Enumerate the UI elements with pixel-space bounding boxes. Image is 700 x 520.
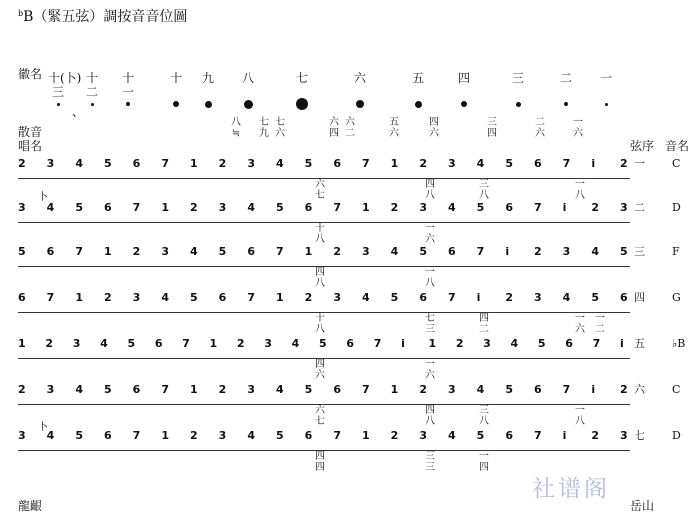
note: 2: [620, 383, 628, 396]
hui-dot: [57, 103, 60, 106]
position-annotation: 一 二: [595, 313, 605, 335]
hui-name: 八: [241, 71, 254, 85]
position-annotation: 四 八: [315, 267, 325, 289]
note: 1: [161, 429, 169, 442]
note: 3: [218, 429, 227, 442]
note: 2: [190, 201, 198, 214]
hui-sub: 一: [121, 85, 134, 99]
note: 3: [362, 245, 370, 258]
position-annotation: 一 八: [575, 179, 585, 201]
string-number: 四: [634, 291, 645, 304]
note: 6: [304, 429, 313, 442]
note: 3: [620, 201, 628, 214]
note: 5: [276, 429, 284, 442]
note: 4: [100, 337, 108, 350]
note: 6: [247, 245, 255, 258]
note: i: [505, 245, 510, 258]
note: 2: [218, 157, 227, 170]
note: i: [591, 383, 596, 396]
position-annotation: 十 八: [315, 313, 325, 335]
position-annotation: 六 七: [315, 179, 325, 201]
position-annotation: 四 二: [479, 313, 489, 335]
note: 7: [247, 291, 255, 304]
note: 7: [333, 429, 341, 442]
position-annotation: 一 六: [425, 359, 435, 381]
note: 2: [104, 291, 112, 304]
note: 3: [448, 383, 456, 396]
note: 6: [333, 383, 341, 396]
note: 6: [218, 291, 227, 304]
note: 2: [132, 245, 141, 258]
hui-sub: 二: [85, 85, 98, 99]
note: 7: [132, 429, 141, 442]
changming-label: 唱名: [18, 139, 43, 153]
note: 4: [46, 201, 55, 214]
note: 4: [190, 245, 198, 258]
note: 7: [75, 245, 83, 258]
note: 2: [419, 157, 427, 170]
hui-annotation: 三 四: [487, 117, 497, 139]
xianxu-label: 弦序: [630, 139, 655, 153]
note: 1: [18, 337, 26, 350]
note: 4: [448, 201, 456, 214]
bu-marker: 卜: [38, 192, 48, 203]
note: 6: [104, 201, 112, 214]
position-annotation: 十 八: [315, 223, 325, 245]
note: 1: [161, 201, 169, 214]
note: 5: [127, 337, 136, 350]
note: 6: [46, 245, 55, 258]
note: 1: [304, 245, 313, 258]
note: 2: [390, 201, 399, 214]
note: 7: [46, 291, 55, 304]
hui-dot: [126, 102, 130, 106]
hui-annotation: 八 ≒: [231, 117, 241, 139]
hui-dot: [461, 101, 467, 107]
note: 6: [505, 429, 513, 442]
note: 6: [346, 337, 355, 350]
note: 7: [362, 157, 370, 170]
note: 5: [104, 383, 112, 396]
string-note-name: C: [672, 157, 681, 170]
position-annotation: 三 八: [479, 179, 489, 201]
note: 2: [236, 337, 245, 350]
note: 2: [190, 429, 198, 442]
note: 3: [534, 291, 542, 304]
note: 5: [304, 383, 313, 396]
note: 4: [476, 383, 485, 396]
note: 7: [333, 201, 341, 214]
note: 4: [362, 291, 370, 304]
note: 6: [304, 201, 313, 214]
hui-dot: [356, 100, 364, 108]
note: 6: [333, 157, 341, 170]
note: 3: [333, 291, 341, 304]
hui-name: 十(卜): [48, 71, 82, 85]
position-annotation: 四 八: [425, 405, 435, 427]
hui-dot: [205, 101, 212, 108]
note: 4: [591, 245, 599, 258]
note: 6: [448, 245, 456, 258]
note: 4: [75, 383, 83, 396]
note: 3: [46, 383, 55, 396]
hui-dot: [605, 103, 608, 106]
position-annotation: 六 七: [315, 405, 325, 427]
hui-name: 四: [457, 71, 470, 85]
note: 7: [182, 337, 190, 350]
note: i: [562, 429, 567, 442]
bu-marker: 卜: [38, 422, 48, 433]
note: 3: [448, 157, 456, 170]
note: 5: [104, 157, 112, 170]
note: 3: [419, 429, 427, 442]
note: 5: [591, 291, 599, 304]
note: 6: [534, 383, 542, 396]
note: 3: [247, 383, 255, 396]
footer-right: 岳山: [630, 499, 655, 513]
note: 3: [620, 429, 628, 442]
note: 4: [46, 429, 55, 442]
note: 1: [390, 157, 399, 170]
note: 5: [190, 291, 198, 304]
note: 4: [562, 291, 571, 304]
note: 2: [218, 383, 227, 396]
note: 2: [18, 157, 26, 170]
note: i: [591, 157, 596, 170]
note: 4: [161, 291, 169, 304]
note: i: [476, 291, 481, 304]
hui-name: 六: [353, 71, 366, 85]
note: 7: [132, 201, 141, 214]
note: 2: [591, 201, 599, 214]
string-note-name: G: [672, 291, 681, 304]
note: 4: [390, 245, 399, 258]
note: 2: [304, 291, 313, 304]
note: 1: [362, 429, 370, 442]
note: i: [562, 201, 567, 214]
note: 5: [304, 157, 313, 170]
hui-annotation: 七 六: [275, 117, 285, 139]
note: 5: [505, 383, 513, 396]
note: 4: [247, 429, 255, 442]
note: 6: [620, 291, 628, 304]
position-annotation: 一 八: [425, 267, 435, 289]
note: 7: [534, 429, 542, 442]
note: 2: [45, 337, 54, 350]
note: 4: [276, 383, 284, 396]
hui-name: 十: [121, 71, 134, 85]
note: 5: [476, 201, 485, 214]
note: 3: [247, 157, 255, 170]
note: 2: [333, 245, 341, 258]
position-annotation: 一 八: [575, 405, 585, 427]
note: 4: [276, 157, 284, 170]
note: 5: [218, 245, 227, 258]
note: 1: [362, 201, 370, 214]
note: 7: [362, 383, 370, 396]
sanyin-label: 散音: [18, 125, 43, 139]
note: 7: [476, 245, 485, 258]
note: 5: [505, 157, 513, 170]
hui-name: 三: [511, 71, 524, 85]
string-number: 七: [634, 429, 645, 442]
string-note-name: D: [672, 429, 681, 442]
note: 5: [319, 337, 327, 350]
yinming-label: 音名: [665, 139, 690, 153]
string-number: 五: [634, 337, 645, 350]
string-number: 六: [634, 383, 645, 396]
note: 5: [75, 201, 83, 214]
note: 5: [390, 291, 399, 304]
position-annotation: 四 六: [315, 359, 325, 381]
note: 1: [190, 383, 198, 396]
note: 2: [505, 291, 513, 304]
note: 6: [534, 157, 542, 170]
string-note-name: C: [672, 383, 681, 396]
string-note-name: F: [672, 245, 680, 258]
hui-sub: 三: [51, 85, 64, 99]
note: 1: [75, 291, 83, 304]
hui-name: 九: [201, 71, 214, 85]
note: 3: [419, 201, 427, 214]
comma-mark: 、: [72, 105, 85, 119]
position-annotation: 四 四: [315, 451, 325, 473]
string-number: 一: [634, 157, 645, 170]
note: 3: [218, 201, 227, 214]
note: 1: [209, 337, 218, 350]
string-note-name: ♭B: [672, 337, 686, 350]
note: 4: [291, 337, 300, 350]
note: 5: [18, 245, 26, 258]
hui-annotation: 五 六: [389, 117, 399, 139]
hui-annotation: 七 九: [259, 117, 269, 139]
note: 7: [562, 157, 571, 170]
note: 3: [72, 337, 81, 350]
note: 1: [276, 291, 284, 304]
note: 4: [476, 157, 485, 170]
note: 6: [104, 429, 112, 442]
note: 2: [591, 429, 599, 442]
note: 2: [620, 157, 628, 170]
position-annotation: 一 六: [575, 313, 585, 335]
note: 1: [428, 337, 437, 350]
note: 1: [104, 245, 112, 258]
hui-dot: [91, 103, 94, 106]
note: 7: [276, 245, 284, 258]
note: 6: [132, 157, 141, 170]
position-annotation: 一 六: [425, 223, 435, 245]
hui-name: 十: [169, 71, 182, 85]
hui-name: 一: [599, 71, 612, 85]
note: 3: [132, 291, 141, 304]
note: 7: [562, 383, 571, 396]
hui-name: 五: [411, 71, 424, 85]
note: 3: [562, 245, 571, 258]
note: 2: [419, 383, 427, 396]
string-number: 二: [634, 201, 645, 214]
note: 7: [373, 337, 382, 350]
note: 6: [154, 337, 163, 350]
hui-name: 十: [85, 71, 98, 85]
note: 6: [419, 291, 427, 304]
note: 4: [448, 429, 456, 442]
position-annotation: 一 四: [479, 451, 489, 473]
note: 3: [18, 429, 26, 442]
note: 5: [476, 429, 485, 442]
hui-dot: [244, 100, 253, 109]
hui-dot: [564, 102, 568, 106]
note: 3: [46, 157, 55, 170]
hui-dot: [516, 102, 521, 107]
position-annotation: 四 八: [425, 179, 435, 201]
note: 7: [161, 157, 169, 170]
note: 5: [620, 245, 628, 258]
note: 5: [537, 337, 546, 350]
note: 6: [565, 337, 573, 350]
watermark-logo: 社谱阁: [532, 476, 610, 502]
string-note-name: D: [672, 201, 681, 214]
hui-annotation: 四 六: [429, 117, 439, 139]
hui-label: 徽名: [18, 67, 43, 81]
note: 6: [18, 291, 26, 304]
note: i: [620, 337, 624, 350]
note: 1: [190, 157, 198, 170]
note: 3: [161, 245, 169, 258]
note: 7: [592, 337, 601, 350]
position-annotation: 七 三: [425, 313, 435, 335]
hui-annotation: 六 二: [345, 117, 355, 139]
note: 4: [247, 201, 255, 214]
hui-dot: [173, 101, 179, 107]
note: 3: [264, 337, 272, 350]
note: i: [401, 337, 405, 350]
note: 2: [455, 337, 464, 350]
hui-name: 七: [295, 71, 308, 85]
note: 3: [483, 337, 491, 350]
note: 4: [510, 337, 519, 350]
note: 4: [75, 157, 83, 170]
hui-annotation: 二 六: [535, 117, 545, 139]
hui-annotation: 一 六: [573, 117, 583, 139]
note: 3: [18, 201, 26, 214]
note: 2: [534, 245, 542, 258]
note: 5: [276, 201, 284, 214]
note: 2: [18, 383, 26, 396]
position-annotation: 三 八: [479, 405, 489, 427]
note: 7: [534, 201, 542, 214]
note: 2: [390, 429, 399, 442]
footer-left: 龍齦: [18, 499, 43, 513]
hui-dot: [296, 98, 308, 110]
note: 5: [75, 429, 83, 442]
note: 6: [132, 383, 141, 396]
note: 7: [448, 291, 456, 304]
string-number: 三: [634, 245, 645, 258]
note: 1: [390, 383, 399, 396]
note: 7: [161, 383, 169, 396]
hui-name: 二: [559, 71, 572, 85]
note: 5: [419, 245, 427, 258]
hui-annotation: 六 四: [329, 117, 339, 139]
hui-dot: [415, 101, 422, 108]
note: 6: [505, 201, 513, 214]
position-annotation: 三 三: [425, 451, 435, 473]
page-title: $^b$B（緊五弦）調按音音位圖: [18, 9, 188, 25]
